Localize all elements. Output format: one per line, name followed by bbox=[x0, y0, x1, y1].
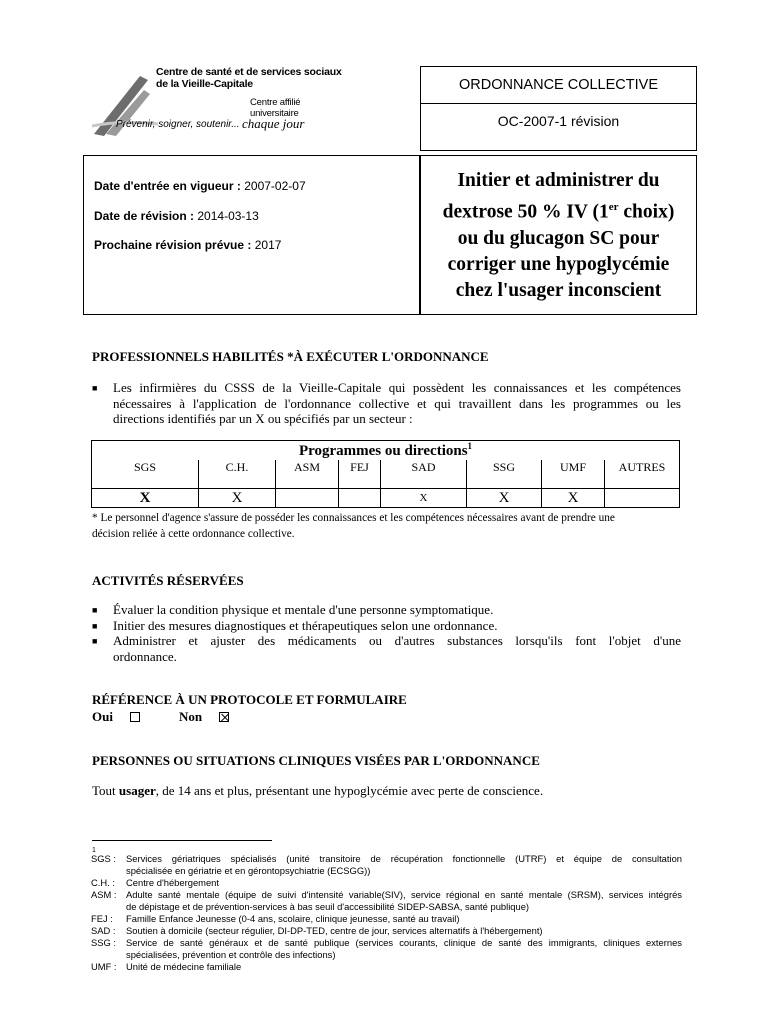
professionals-line-2: nécessaires à l'application de l'ordonnance collective et qui travaillent dans les programmes ou les bbox=[113, 395, 681, 411]
bullet-icon: ■ bbox=[92, 636, 98, 646]
reference-no bbox=[179, 709, 229, 725]
next-revision-label: Prochaine révision prévue : bbox=[94, 238, 252, 252]
activity-item: Évaluer la condition physique et mentale d'une personne symptomatique. bbox=[113, 602, 494, 617]
title-line-3: ou du glucagon SC pour bbox=[457, 227, 660, 249]
bullet-icon: ■ bbox=[92, 605, 98, 615]
footnote-key: SSG : bbox=[91, 937, 117, 948]
document-title bbox=[421, 168, 696, 304]
reference-no-label: Non bbox=[179, 709, 203, 724]
effective-date-value: 2007-02-07 bbox=[244, 179, 306, 193]
divider bbox=[421, 103, 696, 104]
activity-item: Initier des mesures diagnostiques et thérapeutiques selon une ordonnance. bbox=[113, 617, 498, 633]
agency-note bbox=[92, 510, 682, 542]
document-code: OC-2007-1 révision bbox=[497, 113, 620, 129]
column-header: AUTRES bbox=[605, 460, 680, 489]
title-sup: er bbox=[608, 201, 619, 213]
column-header: SSG bbox=[467, 460, 542, 489]
next-revision bbox=[94, 238, 281, 252]
column-header: SGS bbox=[92, 460, 199, 489]
footnote-key: SAD : bbox=[91, 925, 116, 936]
title-line-2 bbox=[421, 194, 696, 226]
program-mark bbox=[605, 489, 680, 508]
clinical-text-post: , de 14 ans et plus, présentant une hypoglycémie avec perte de conscience. bbox=[155, 783, 544, 798]
footnote-text: Famille Enfance Jeunesse (0-4 ans, scolaire, clinique jeunesse, santé au travail) bbox=[126, 913, 460, 924]
footnote-key: C.H. : bbox=[91, 877, 115, 888]
title-line-2b: choix) bbox=[618, 201, 675, 223]
column-header: UMF bbox=[542, 460, 605, 489]
program-mark: X bbox=[199, 489, 276, 508]
document-type-box bbox=[420, 66, 697, 151]
reference-yes-checkbox[interactable] bbox=[130, 712, 140, 722]
next-revision-value: 2017 bbox=[254, 238, 282, 252]
reference-no-checkbox[interactable] bbox=[219, 712, 229, 722]
logo-slogan-script: chaque jour bbox=[242, 116, 305, 131]
effective-date-label: Date d'entrée en vigueur : bbox=[94, 179, 241, 193]
footnote-divider bbox=[92, 840, 272, 841]
reference-heading: RÉFÉRENCE À UN PROTOCOLE ET FORMULAIRE bbox=[92, 692, 407, 707]
footnote-text: Unité de médecine familiale bbox=[126, 961, 242, 972]
logo-line-2: de la Vieille-Capitale bbox=[156, 78, 253, 90]
footnote-text: spécialisées, prévention et contrôle des infections) bbox=[126, 949, 336, 960]
bullet-icon: ■ bbox=[92, 621, 98, 631]
programs-title-text: Programmes ou directions bbox=[298, 443, 468, 459]
reference-yes bbox=[92, 709, 140, 725]
footnote-text: spécialisée en gériatrie et en gérontopsychiatrie (ECSGG)) bbox=[126, 865, 371, 876]
reference-yes-label: Oui bbox=[92, 709, 113, 724]
program-mark: X bbox=[92, 489, 199, 508]
agency-note-line-2: décision reliée à cette ordonnance collective. bbox=[92, 528, 295, 540]
title-line-5: chez l'usager inconscient bbox=[455, 279, 662, 301]
column-header: SAD bbox=[381, 460, 467, 489]
revision-date bbox=[94, 209, 259, 223]
revision-date-label: Date de révision : bbox=[94, 209, 195, 223]
footnote-text: Adulte santé mentale (équipe de suivi d'intensité variable(SIV), service régional en santé mentale (SRSM), services intégrés bbox=[126, 889, 682, 900]
professionals-line-1: Les infirmières du CSSS de la Vieille-Capitale qui possèdent les connaissances et les compétences bbox=[113, 380, 681, 395]
footnote-text: Soutien à domicile (secteur régulier, DI-DP-TED, centre de jour, services alternatifs à l'hébergement) bbox=[126, 925, 543, 936]
professionals-line-3: directions identifiés par un X ou spécifiés par un secteur : bbox=[113, 411, 413, 426]
activity-item: Administrer et ajuster des médicaments ou d'autres substances lorsqu'ils font l'objet d'une bbox=[113, 633, 681, 648]
title-line-4: corriger une hypoglycémie bbox=[447, 253, 670, 275]
footnote-text: Centre d'hébergement bbox=[126, 877, 219, 888]
footnote-list bbox=[0, 853, 770, 983]
revision-date-value: 2014-03-13 bbox=[197, 209, 259, 223]
activities-heading: ACTIVITÉS RÉSERVÉES bbox=[92, 573, 244, 588]
program-mark: X bbox=[381, 489, 467, 508]
footnote-text: Service de santé généraux et de santé publique (services courants, clinique de santé des immigrants, cliniques externes bbox=[126, 937, 682, 948]
clinical-text-bold: usager bbox=[118, 783, 156, 798]
program-mark: X bbox=[542, 489, 605, 508]
organization-logo bbox=[92, 66, 342, 138]
agency-note-line-1: * Le personnel d'agence s'assure de posséder les connaissances et les compétences nécessaires avant de prendre une bbox=[92, 512, 615, 524]
activity-item: ordonnance. bbox=[113, 648, 177, 664]
column-header: FEJ bbox=[339, 460, 381, 489]
footnote-marker: 1 bbox=[92, 847, 96, 854]
logo-line-3: Centre affilié universitaire bbox=[250, 97, 301, 119]
program-mark bbox=[276, 489, 339, 508]
programs-table bbox=[91, 440, 680, 508]
logo-slogan: Prévenir, soigner, soutenir... bbox=[116, 119, 240, 130]
clinical-text bbox=[92, 783, 543, 799]
footnote-key: ASM : bbox=[91, 889, 117, 900]
program-mark: X bbox=[467, 489, 542, 508]
footnote-key: UMF : bbox=[91, 961, 117, 972]
title-line-1: Initier et administrer du bbox=[457, 170, 660, 191]
programs-title-footnote: 1 bbox=[467, 441, 473, 451]
professionals-text bbox=[113, 380, 681, 427]
document-type: ORDONNANCE COLLECTIVE bbox=[458, 77, 658, 93]
title-line-2a: dextrose 50 % IV (1 bbox=[442, 201, 609, 223]
column-header: ASM bbox=[276, 460, 339, 489]
program-mark bbox=[339, 489, 381, 508]
clinical-text-pre: Tout bbox=[92, 783, 119, 798]
column-header: C.H. bbox=[199, 460, 276, 489]
professionals-heading: PROFESSIONNELS HABILITÉS *À EXÉCUTER L'ORDONNANCE bbox=[92, 349, 489, 364]
dates-box bbox=[83, 155, 420, 315]
title-box bbox=[420, 155, 697, 315]
clinical-heading: PERSONNES OU SITUATIONS CLINIQUES VISÉES PAR L'ORDONNANCE bbox=[92, 753, 540, 768]
footnote-text: Services gériatriques spécialisés (unité transitoire de récupération fonctionnelle (UTRF) et équipe de consultation bbox=[126, 853, 682, 864]
footnote-key: FEJ : bbox=[91, 913, 113, 924]
footnote-text: de dépistage et de prévention-services à bas seuil d'accessibilité SIDEP-SABSA, santé publique) bbox=[126, 901, 530, 912]
logo-line-1: Centre de santé et de services sociaux bbox=[156, 66, 342, 78]
bullet-icon: ■ bbox=[92, 383, 98, 393]
programs-table-title bbox=[92, 441, 680, 461]
activities-list bbox=[113, 602, 681, 664]
footnote-key: SGS : bbox=[91, 853, 117, 864]
effective-date bbox=[94, 179, 306, 193]
